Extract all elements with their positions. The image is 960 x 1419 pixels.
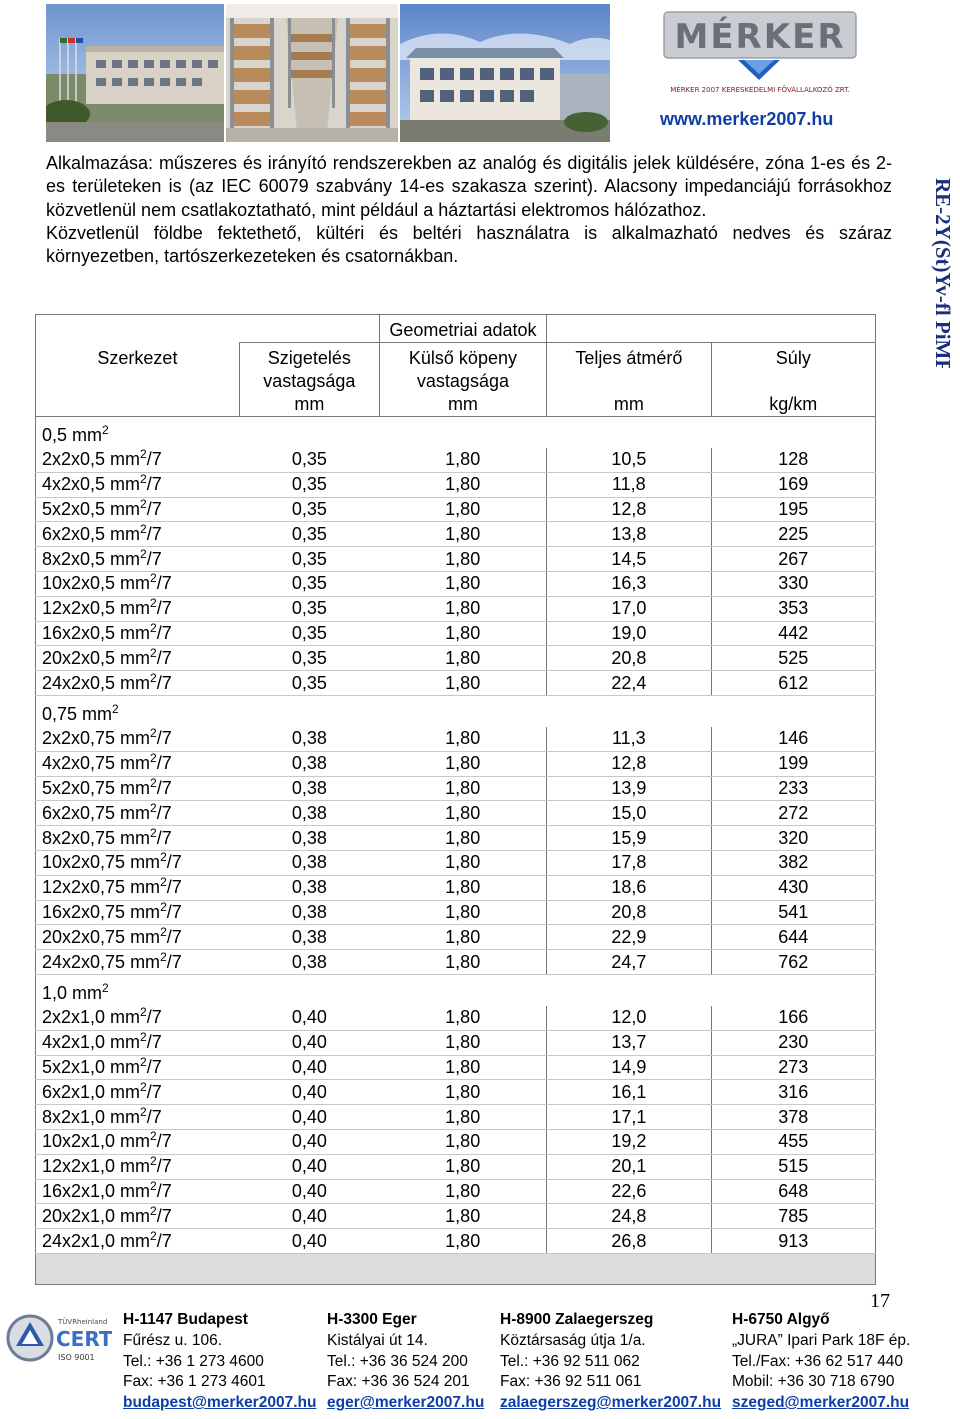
diameter-cell: 24,7	[547, 950, 712, 975]
sheath-cell: 1,80	[379, 571, 546, 596]
structure-cell: 16x2x0,75 $mm^2/7$	[36, 900, 240, 925]
insulation-cell: 0,40	[239, 1204, 379, 1229]
weight-header: Súly kg/km	[711, 343, 875, 417]
sheath-cell: 1,80	[379, 1179, 546, 1204]
svg-text:RE-2Y(St)Yv-fl PiMF: RE-2Y(St)Yv-fl PiMF	[931, 178, 955, 368]
weight-cell: 166	[711, 1006, 875, 1030]
weight-cell: 648	[711, 1179, 875, 1204]
insulation-cell: 0,40	[239, 1080, 379, 1105]
table-row	[36, 522, 876, 547]
insulation-cell: 0,35	[239, 547, 379, 572]
weight-cell: 541	[711, 900, 875, 925]
weight-cell: 225	[711, 522, 875, 547]
insulation-cell: 0,35	[239, 571, 379, 596]
weight-cell: 267	[711, 547, 875, 572]
diameter-cell: 20,8	[547, 646, 712, 671]
table-row	[36, 1055, 876, 1080]
installation-paragraph: Közvetlenül földbe fektethető, kültéri és beltéri használatra is alkalmazható nedves és száraz környezetben, tartószerkezeteken és csatornákban.	[46, 222, 892, 267]
office-city: H-6750 Algyő	[732, 1311, 830, 1328]
office-phone: Tel.: +36 92 511 062	[500, 1352, 640, 1370]
sheath-cell: 1,80	[379, 671, 546, 696]
diameter-cell: 10,5	[547, 448, 712, 472]
table-footer-row	[36, 1253, 876, 1284]
insulation-cell: 0,38	[239, 850, 379, 875]
diameter-header: Teljes átmérő mm	[547, 343, 712, 417]
structure-cell: 12x2x0,5 $mm^2/7$	[36, 596, 240, 621]
weight-cell: 146	[711, 727, 875, 751]
diameter-cell: 26,8	[547, 1229, 712, 1254]
office-algyo	[732, 1310, 910, 1414]
insulation-cell: 0,38	[239, 875, 379, 900]
structure-cell: 10x2x0,5 $mm^2/7$	[36, 571, 240, 596]
insulation-cell: 0,38	[239, 900, 379, 925]
table-header-row	[36, 343, 876, 417]
sheath-cell: 1,80	[379, 497, 546, 522]
diameter-cell: 20,8	[547, 900, 712, 925]
structure-cell: 20x2x0,75 $mm^2/7$	[36, 925, 240, 950]
sheath-cell: 1,80	[379, 1204, 546, 1229]
sheath-cell: 1,80	[379, 646, 546, 671]
structure-cell: 5x2x1,0 $mm^2/7$	[36, 1055, 240, 1080]
office-building-photo	[400, 4, 610, 142]
section-label: 0,5 $mm^2$	[36, 417, 876, 449]
insulation-cell: 0,38	[239, 950, 379, 975]
structure-cell: 16x2x0,5 $mm^2/7$	[36, 621, 240, 646]
table-row	[36, 1129, 876, 1154]
sheath-cell: 1,80	[379, 522, 546, 547]
sheath-cell: 1,80	[379, 1105, 546, 1130]
office-phone: Tel.: +36 36 524 200	[327, 1352, 468, 1370]
weight-cell: 525	[711, 646, 875, 671]
building-photo-left	[46, 4, 224, 142]
diameter-cell: 19,0	[547, 621, 712, 646]
table-row	[36, 826, 876, 851]
weight-cell: 230	[711, 1030, 875, 1055]
insulation-cell: 0,35	[239, 621, 379, 646]
structure-cell: 10x2x1,0 $mm^2/7$	[36, 1129, 240, 1154]
insulation-cell: 0,35	[239, 596, 379, 621]
diameter-cell: 13,8	[547, 522, 712, 547]
insulation-cell: 0,35	[239, 522, 379, 547]
office-fax: Fax: +36 92 511 061	[500, 1373, 642, 1391]
svg-text:TÜVRheinland: TÜVRheinland	[58, 1318, 108, 1326]
office-mobile: Mobil: +36 30 718 6790	[732, 1373, 895, 1391]
merker-logo	[662, 8, 862, 104]
weight-cell: 320	[711, 826, 875, 851]
cable-spec-table	[35, 314, 876, 1285]
insulation-cell: 0,38	[239, 776, 379, 801]
sheath-cell: 1,80	[379, 472, 546, 497]
structure-cell: 4x2x0,5 $mm^2/7$	[36, 472, 240, 497]
insulation-cell: 0,38	[239, 826, 379, 851]
diameter-cell: 19,2	[547, 1129, 712, 1154]
diameter-cell: 15,0	[547, 801, 712, 826]
structure-cell: 2x2x0,75 $mm^2/7$	[36, 727, 240, 751]
diameter-cell: 24,8	[547, 1204, 712, 1229]
warehouse-photo	[226, 4, 398, 142]
structure-cell: 20x2x0,5 $mm^2/7$	[36, 646, 240, 671]
weight-cell: 785	[711, 1204, 875, 1229]
sheath-cell: 1,80	[379, 621, 546, 646]
sheath-cell: 1,80	[379, 1129, 546, 1154]
application-paragraph: Alkalmazása: műszeres és irányító rendszerekben az analóg és digitális jelek küldésére, zóna 1-es és 2-es területeken is (az IEC 60079 szabvány 14-es szakasza szerint). Alacsony impedanciájú forrásokhoz közvetlenül nem csatlakoztatható, mint például a háztartási elektromos hálózathoz.	[46, 153, 892, 220]
sheath-cell: 1,80	[379, 925, 546, 950]
insulation-cell: 0,38	[239, 751, 379, 776]
table-row	[36, 751, 876, 776]
structure-cell: 24x2x0,75 $mm^2/7$	[36, 950, 240, 975]
table-row	[36, 547, 876, 572]
table-row	[36, 472, 876, 497]
sheath-cell: 1,80	[379, 850, 546, 875]
insulation-cell: 0,40	[239, 1055, 379, 1080]
table-row	[36, 875, 876, 900]
weight-cell: 353	[711, 596, 875, 621]
sheath-cell: 1,80	[379, 1154, 546, 1179]
structure-cell: 12x2x0,75 $mm^2/7$	[36, 875, 240, 900]
diameter-cell: 17,1	[547, 1105, 712, 1130]
office-zalaegerszeg	[500, 1310, 721, 1414]
sheath-cell: 1,80	[379, 826, 546, 851]
insulation-cell: 0,40	[239, 1105, 379, 1130]
insulation-cell: 0,35	[239, 671, 379, 696]
weight-cell: 455	[711, 1129, 875, 1154]
office-fax: Fax: +36 36 524 201	[327, 1373, 470, 1391]
table-row	[36, 1006, 876, 1030]
insulation-cell: 0,38	[239, 727, 379, 751]
insulation-cell: 0,40	[239, 1179, 379, 1204]
table-row	[36, 801, 876, 826]
office-email-link[interactable]: zalaegerszeg@merker2007.hu	[500, 1394, 722, 1412]
weight-cell: 378	[711, 1105, 875, 1130]
weight-cell: 273	[711, 1055, 875, 1080]
office-address: Kistályai út 14.	[327, 1331, 428, 1349]
structure-cell: 6x2x0,5 $mm^2/7$	[36, 522, 240, 547]
insulation-cell: 0,38	[239, 925, 379, 950]
weight-cell: 762	[711, 950, 875, 975]
structure-cell: 6x2x0,75 $mm^2/7$	[36, 801, 240, 826]
insulation-cell: 0,40	[239, 1229, 379, 1254]
insulation-cell: 0,35	[239, 646, 379, 671]
structure-cell: 5x2x0,75 $mm^2/7$	[36, 776, 240, 801]
structure-cell: 8x2x1,0 $mm^2/7$	[36, 1105, 240, 1130]
table-row	[36, 1105, 876, 1130]
office-email-link[interactable]: budapest@merker2007.hu	[123, 1394, 317, 1412]
table-row	[36, 950, 876, 975]
structure-cell: 6x2x1,0 $mm^2/7$	[36, 1080, 240, 1105]
insulation-cell: 0,38	[239, 801, 379, 826]
diameter-cell: 18,6	[547, 875, 712, 900]
sheath-cell: 1,80	[379, 448, 546, 472]
structure-cell: 8x2x0,75 $mm^2/7$	[36, 826, 240, 851]
weight-cell: 442	[711, 621, 875, 646]
structure-cell: 20x2x1,0 $mm^2/7$	[36, 1204, 240, 1229]
insulation-cell: 0,35	[239, 448, 379, 472]
sheath-cell: 1,80	[379, 950, 546, 975]
table-row	[36, 1030, 876, 1055]
structure-header: Szerkezet	[36, 343, 240, 417]
diameter-cell: 22,4	[547, 671, 712, 696]
sheath-cell: 1,80	[379, 900, 546, 925]
section-header-row	[36, 417, 876, 449]
office-budapest	[123, 1310, 316, 1414]
insulation-header: Szigetelés vastagsága mm	[239, 343, 379, 417]
diameter-cell: 14,5	[547, 547, 712, 572]
sheath-cell: 1,80	[379, 751, 546, 776]
svg-text:MÉRKER 2007 KERESKEDELMI FÕVÁL: MÉRKER 2007 KERESKEDELMI FÕVÁLLALKOZÓ ZRT.	[670, 86, 850, 94]
diameter-cell: 13,9	[547, 776, 712, 801]
weight-cell: 644	[711, 925, 875, 950]
insulation-cell: 0,40	[239, 1030, 379, 1055]
tuv-cert-logo	[6, 1300, 112, 1378]
diameter-cell: 11,8	[547, 472, 712, 497]
diameter-cell: 15,9	[547, 826, 712, 851]
structure-cell: 4x2x1,0 $mm^2/7$	[36, 1030, 240, 1055]
sheath-cell: 1,80	[379, 727, 546, 751]
structure-cell: 16x2x1,0 $mm^2/7$	[36, 1179, 240, 1204]
weight-cell: 272	[711, 801, 875, 826]
sheath-cell: 1,80	[379, 1055, 546, 1080]
weight-cell: 382	[711, 850, 875, 875]
svg-text:ISO 9001: ISO 9001	[58, 1353, 95, 1362]
structure-cell: 10x2x0,75 $mm^2/7$	[36, 850, 240, 875]
office-phone: Tel./Fax: +36 62 517 440	[732, 1352, 904, 1370]
office-phone: Tel.: +36 1 273 4600	[123, 1352, 264, 1370]
weight-cell: 169	[711, 472, 875, 497]
table-row	[36, 1204, 876, 1229]
table-row	[36, 646, 876, 671]
insulation-cell: 0,40	[239, 1154, 379, 1179]
diameter-cell: 12,0	[547, 1006, 712, 1030]
table-row	[36, 925, 876, 950]
page-number: 17	[870, 1290, 890, 1312]
table-row	[36, 671, 876, 696]
table-row	[36, 850, 876, 875]
weight-cell: 515	[711, 1154, 875, 1179]
table-row	[36, 1154, 876, 1179]
table-row	[36, 497, 876, 522]
cable-type-side-title	[928, 178, 958, 368]
structure-cell: 24x2x1,0 $mm^2/7$	[36, 1229, 240, 1254]
diameter-cell: 12,8	[547, 751, 712, 776]
diameter-cell: 12,8	[547, 497, 712, 522]
insulation-cell: 0,35	[239, 472, 379, 497]
diameter-cell: 13,7	[547, 1030, 712, 1055]
office-eger	[327, 1310, 484, 1414]
table-row	[36, 621, 876, 646]
office-email-link[interactable]: szeged@merker2007.hu	[732, 1394, 910, 1412]
table-row	[36, 448, 876, 472]
sheath-cell: 1,80	[379, 1006, 546, 1030]
weight-cell: 612	[711, 671, 875, 696]
table-group-header-row	[36, 315, 876, 343]
table-row	[36, 1179, 876, 1204]
sheath-cell: 1,80	[379, 547, 546, 572]
section-label: 1,0 $mm^2$	[36, 974, 876, 1006]
table-row	[36, 596, 876, 621]
sheath-cell: 1,80	[379, 596, 546, 621]
office-address: Köztársaság útja 1/a.	[500, 1331, 646, 1349]
svg-text:CERT: CERT	[56, 1327, 112, 1351]
structure-cell: 24x2x0,5 $mm^2/7$	[36, 671, 240, 696]
weight-cell: 330	[711, 571, 875, 596]
diameter-cell: 17,8	[547, 850, 712, 875]
website-link[interactable]: www.merker2007.hu	[660, 109, 834, 129]
sheath-cell: 1,80	[379, 1080, 546, 1105]
svg-text:MÉRKER: MÉRKER	[674, 17, 846, 57]
table-row	[36, 727, 876, 751]
diameter-cell: 22,6	[547, 1179, 712, 1204]
diameter-cell: 17,0	[547, 596, 712, 621]
diameter-cell: 22,9	[547, 925, 712, 950]
sheath-header: Külső köpeny vastagsága mm	[379, 343, 546, 417]
sheath-cell: 1,80	[379, 1030, 546, 1055]
diameter-cell: 20,1	[547, 1154, 712, 1179]
diameter-cell: 14,9	[547, 1055, 712, 1080]
weight-cell: 430	[711, 875, 875, 900]
section-label: 0,75 $mm^2$	[36, 695, 876, 727]
geometric-data-header: Geometriai adatok	[379, 315, 546, 343]
weight-cell: 199	[711, 751, 875, 776]
structure-cell: 5x2x0,5 $mm^2/7$	[36, 497, 240, 522]
office-fax: Fax: +36 1 273 4601	[123, 1373, 266, 1391]
weight-cell: 195	[711, 497, 875, 522]
sheath-cell: 1,80	[379, 1229, 546, 1254]
office-email-link[interactable]: eger@merker2007.hu	[327, 1394, 485, 1412]
weight-cell: 128	[711, 448, 875, 472]
intro-text	[46, 152, 892, 268]
structure-cell: 12x2x1,0 $mm^2/7$	[36, 1154, 240, 1179]
table-row	[36, 1080, 876, 1105]
structure-cell: 4x2x0,75 $mm^2/7$	[36, 751, 240, 776]
diameter-cell: 16,3	[547, 571, 712, 596]
table-row	[36, 571, 876, 596]
section-header-row	[36, 695, 876, 727]
structure-cell: 8x2x0,5 $mm^2/7$	[36, 547, 240, 572]
sheath-cell: 1,80	[379, 801, 546, 826]
insulation-cell: 0,40	[239, 1006, 379, 1030]
table-row	[36, 776, 876, 801]
sheath-cell: 1,80	[379, 875, 546, 900]
sheath-cell: 1,80	[379, 776, 546, 801]
weight-cell: 316	[711, 1080, 875, 1105]
diameter-cell: 16,1	[547, 1080, 712, 1105]
office-address: Fűrész u. 106.	[123, 1331, 223, 1349]
insulation-cell: 0,40	[239, 1129, 379, 1154]
office-city: H-1147 Budapest	[123, 1311, 248, 1328]
office-city: H-8900 Zalaegerszeg	[500, 1311, 654, 1328]
table-body	[36, 417, 876, 1254]
insulation-cell: 0,35	[239, 497, 379, 522]
weight-cell: 913	[711, 1229, 875, 1254]
weight-cell: 233	[711, 776, 875, 801]
office-city: H-3300 Eger	[327, 1311, 417, 1328]
diameter-cell: 11,3	[547, 727, 712, 751]
section-header-row	[36, 974, 876, 1006]
structure-cell: 2x2x1,0 $mm^2/7$	[36, 1006, 240, 1030]
table-row	[36, 1229, 876, 1254]
office-address: „JURA” Ipari Park 18F ép.	[732, 1331, 911, 1349]
structure-cell: 2x2x0,5 $mm^2/7$	[36, 448, 240, 472]
table-row	[36, 900, 876, 925]
